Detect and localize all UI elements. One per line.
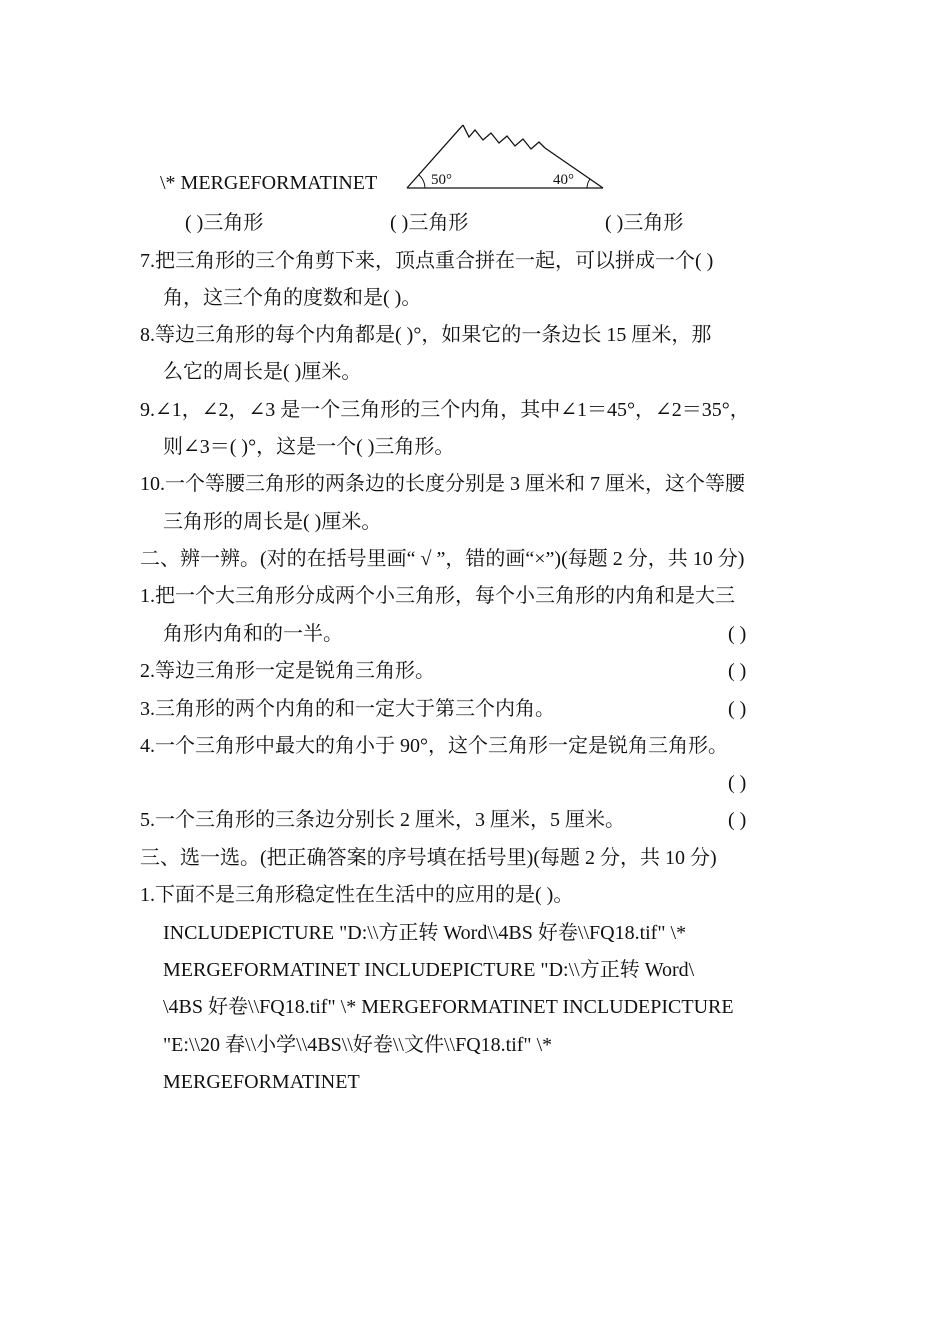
blank-triangle-type-1: ( )三角形	[185, 212, 264, 234]
blank-triangle-type-2: ( )三角形	[390, 212, 469, 234]
judge-answer-paren-2: ( )	[728, 660, 747, 682]
includepicture-field-line-3: \4BS 好卷\\FQ18.tif" \* MERGEFORMATINET INCLUDEPICTURE	[163, 996, 734, 1018]
obtuse-triangle-figure	[405, 118, 610, 193]
judge-answer-paren-4: ( )	[728, 772, 747, 794]
angle-arc-left	[419, 175, 425, 188]
angle-arc-right	[587, 179, 590, 188]
angle-label-40: 40°	[553, 172, 574, 188]
includepicture-field-line-2: MERGEFORMATINET INCLUDEPICTURE "D:\\方正转 Word\	[163, 959, 695, 981]
judge-question-3: 3.三角形的两个内角的和一定大于第三个内角。	[140, 698, 555, 720]
question-9-line-1: 9.∠1，∠2，∠3 是一个三角形的三个内角，其中∠1＝45°，∠2＝35°，	[140, 399, 750, 421]
merge-field-text: \* MERGEFORMATINET	[160, 172, 378, 194]
question-10-line-2: 三角形的周长是( )厘米。	[163, 511, 382, 533]
question-10-line-1: 10.一个等腰三角形的两条边的长度分别是 3 厘米和 7 厘米，这个等腰	[140, 473, 745, 495]
section-2-heading: 二、辨一辨。(对的在括号里画“ √ ”，错的画“×”)(每题 2 分，共 10 分)	[140, 548, 745, 570]
judge-question-5: 5.一个三角形的三条边分别长 2 厘米，3 厘米，5 厘米。	[140, 809, 625, 831]
question-7-line-2: 角，这三个角的度数和是( )。	[163, 287, 422, 309]
section-3-heading: 三、选一选。(把正确答案的序号填在括号里)(每题 2 分，共 10 分)	[140, 847, 717, 869]
includepicture-field-line-4: "E:\\20 春\\小学\\4BS\\好卷\\文件\\FQ18.tif" \*	[163, 1034, 553, 1056]
choice-question-1: 1.下面不是三角形稳定性在生活中的应用的是( )。	[140, 884, 574, 906]
judge-answer-paren-3: ( )	[728, 698, 747, 720]
judge-question-1-line-1: 1.把一个大三角形分成两个小三角形，每个小三角形的内角和是大三	[140, 585, 735, 607]
judge-question-2: 2.等边三角形一定是锐角三角形。	[140, 660, 435, 682]
angle-label-50: 50°	[431, 172, 452, 188]
question-8-line-1: 8.等边三角形的每个内角都是( )°，如果它的一条边长 15 厘米，那	[140, 324, 712, 346]
judge-answer-paren-5: ( )	[728, 809, 747, 831]
question-8-line-2: 么它的周长是( )厘米。	[163, 361, 362, 383]
judge-question-4: 4.一个三角形中最大的角小于 90°，这个三角形一定是锐角三角形。	[140, 735, 728, 757]
triangle-jagged-top-edge	[463, 125, 545, 149]
question-7-line-1: 7.把三角形的三个角剪下来，顶点重合拼在一起，可以拼成一个( )	[140, 250, 714, 272]
judge-answer-paren-1: ( )	[728, 623, 747, 645]
judge-question-1-line-2: 角形内角和的一半。	[163, 623, 343, 645]
includepicture-field-line-1: INCLUDEPICTURE "D:\\方正转 Word\\4BS 好卷\\FQ18.tif" \*	[163, 922, 687, 944]
blank-triangle-type-3: ( )三角形	[605, 212, 684, 234]
includepicture-field-line-5: MERGEFORMATINET	[163, 1071, 360, 1093]
question-9-line-2: 则∠3＝( )°，这是一个( )三角形。	[163, 436, 455, 458]
